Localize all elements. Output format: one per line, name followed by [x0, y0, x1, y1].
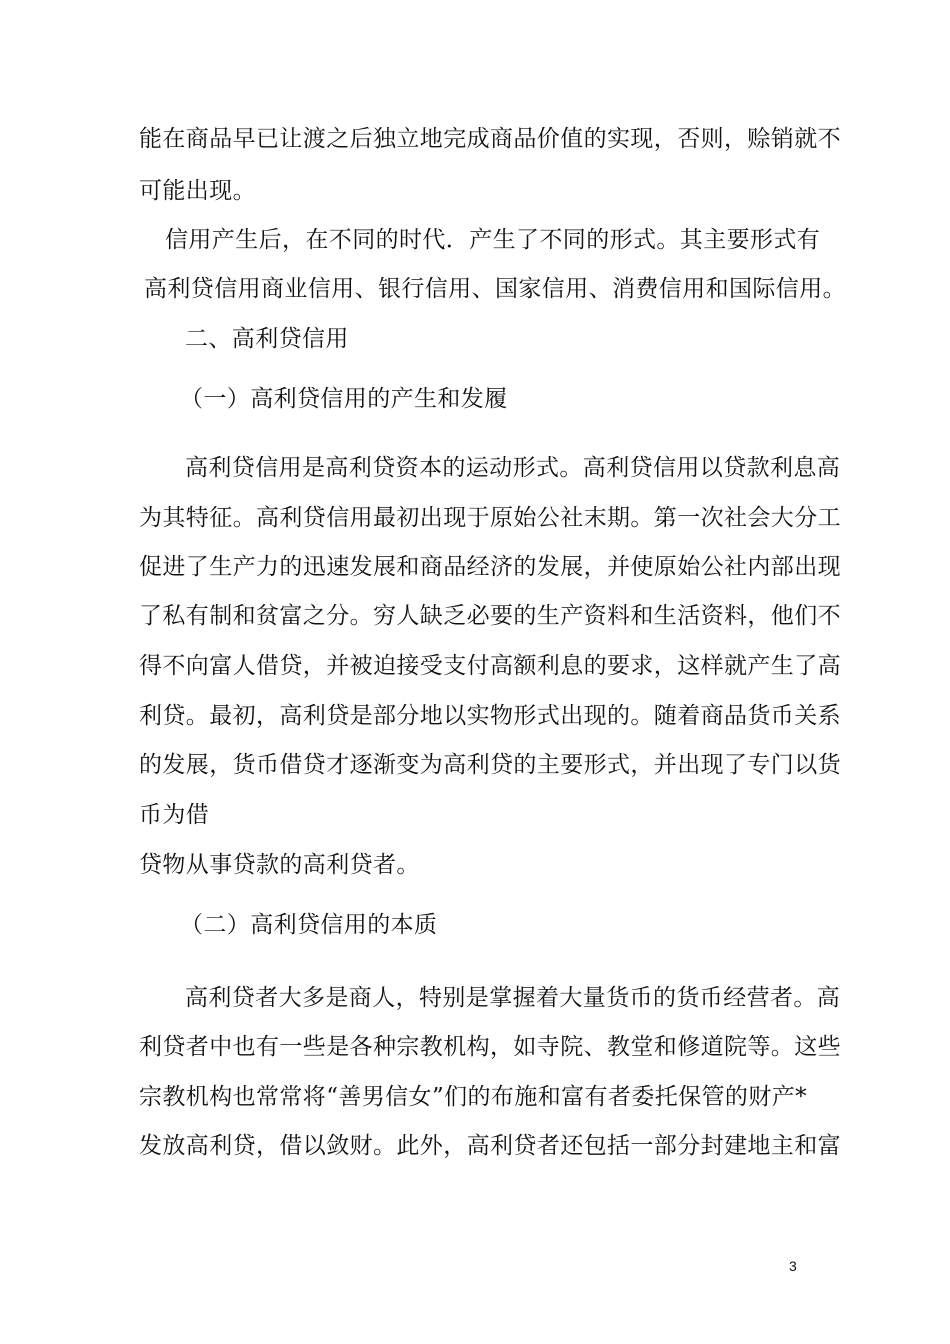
text-line-17: 高利贷者大多是商人，特别是掌握着大量货币的货币经营者。高 — [185, 985, 841, 1011]
text-line-3: 信用产生后，在不同的时代．产生了不同的形式。其主要形式有 — [165, 227, 821, 253]
subsection-heading-1: （一）高利贷信用的产生和发履 — [180, 386, 508, 412]
text-line-15: 贷物从事贷款的高利贷者。 — [139, 852, 420, 878]
text-line-20: 发放高利贷，借以敛财。此外，高利贷者还包括一部分封建地主和富 — [139, 1133, 841, 1159]
text-line-12: 利贷。最初，高利贷是部分地以实物形式出现的。随着商品货币关系 — [139, 703, 841, 729]
text-line-18: 利贷者中也有一些是各种宗教机构，如寺院、教堂和修道院等。这些 — [139, 1034, 841, 1060]
text-line-11: 得不向富人借贷，并被迫接受支付高额利息的要求，这样就产生了高 — [139, 653, 841, 679]
text-line-19: 宗教机构也常常将“善男信女”们的布施和富有者委托保管的财产* — [139, 1084, 808, 1110]
text-line-10: 了私有制和贫富之分。穷人缺乏必要的生产资料和生活资料，他们不 — [139, 603, 841, 629]
text-line-4: 高利贷信用商业信用、银行信用、国家信用、消费信用和国际信用。 — [144, 276, 846, 302]
text-line-9: 促进了生产力的迅速发展和商品经济的发展，并使原始公社内部出现 — [139, 554, 841, 580]
text-line-7: 高利贷信用是高利贷资本的运动形式。高利贷信用以贷款利息高 — [185, 455, 841, 481]
text-line-13: 的发展，货币借贷才逐渐变为高利贷的主要形式，并出现了专门以货 — [139, 752, 841, 778]
subsection-heading-2: （二）高利贷信用的本质 — [180, 912, 438, 938]
section-heading: 二、高利贷信用 — [185, 326, 349, 352]
text-line-2: 可能出现。 — [139, 178, 256, 204]
text-line-14: 币为借 — [139, 802, 210, 828]
page-number: 3 — [789, 1258, 797, 1274]
text-line-1: 能在商品早已让渡之后独立地完成商品价值的实现，否则，赊销就不 — [139, 126, 841, 152]
text-line-8: 为其特征。高利贷信用最初出现于原始公社末期。第一次社会大分工 — [139, 505, 841, 531]
